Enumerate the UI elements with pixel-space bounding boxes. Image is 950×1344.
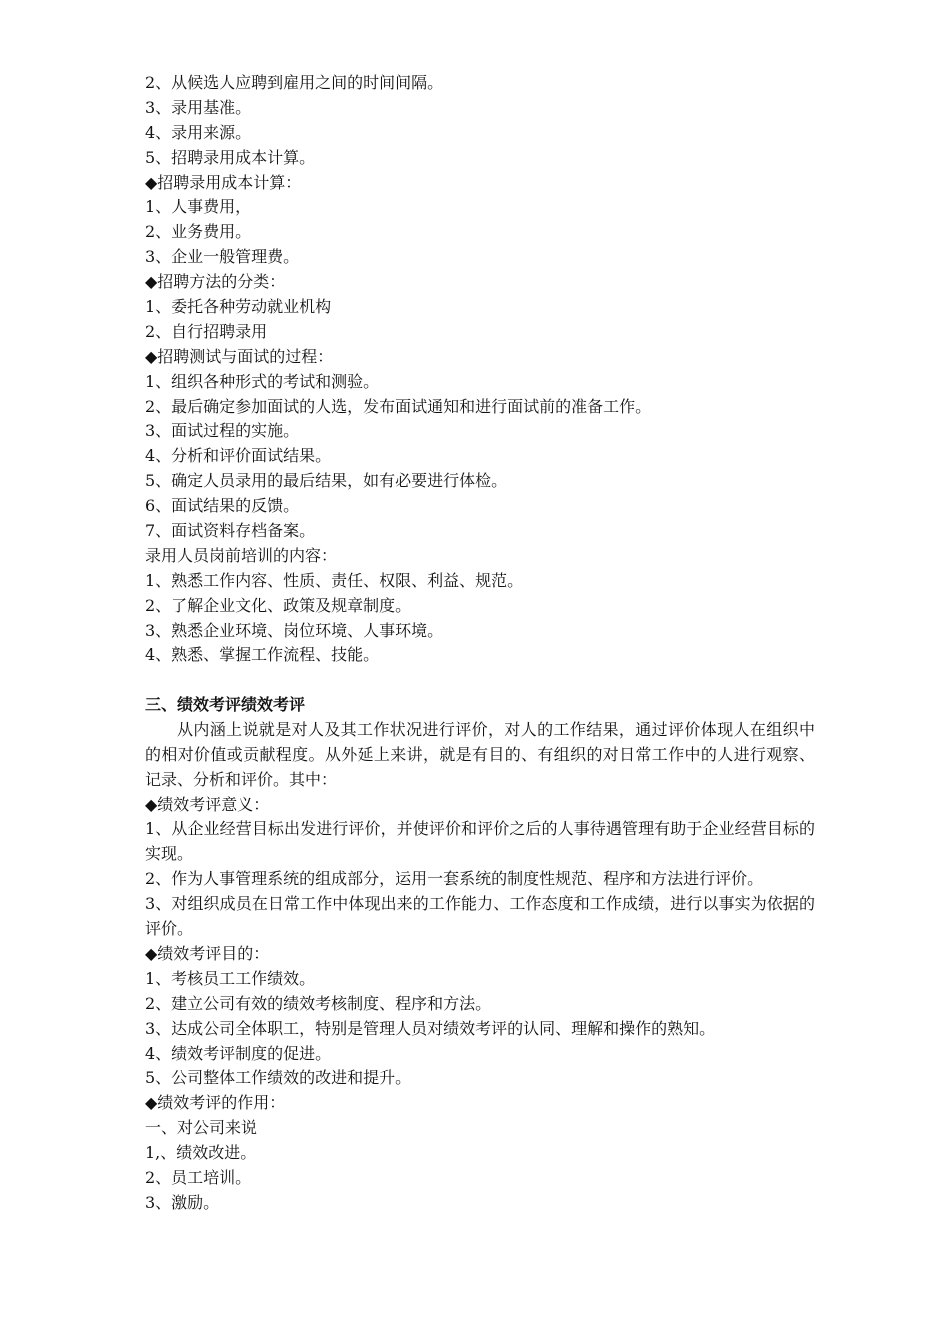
list-item: 3、面试过程的实施。 <box>145 421 300 441</box>
list-item: 3、达成公司全体职工，特别是管理人员对绩效考评的认同、理解和操作的熟知。 <box>145 1018 716 1038</box>
list-item: 3、熟悉企业环境、岗位环境、人事环境。 <box>145 620 444 640</box>
list-item: 5、公司整体工作绩效的改进和提升。 <box>145 1068 412 1088</box>
list-item: 1、人事费用， <box>145 197 252 217</box>
list-item: 2、最后确定参加面试的人选，发布面试通知和进行面试前的准备工作。 <box>145 396 652 416</box>
list-item: 2、从候选人应聘到雇用之间的时间间隔。 <box>145 73 444 92</box>
list-item: 2、作为人事管理系统的组成部分，运用一套系统的制度性规范、程序和方法进行评价。 <box>145 869 764 889</box>
subsection-title: ◆绩效考评目的： <box>145 944 270 963</box>
section-spacer <box>145 668 815 693</box>
list-item: 1、熟悉工作内容、性质、责任、权限、利益、规范。 <box>145 570 524 590</box>
subsection-title: ◆绩效考评的作用： <box>145 1093 286 1113</box>
list-item: 1、考核员工工作绩效。 <box>145 968 316 988</box>
list-item: 2、员工培训。 <box>145 1168 252 1188</box>
list-item: 4、熟悉、掌握工作流程、技能。 <box>145 645 380 665</box>
list-item: 2、了解企业文化、政策及规章制度。 <box>145 595 412 615</box>
list-item: 2、自行招聘录用 <box>145 321 268 341</box>
list-item: 1、从企业经营目标出发进行评价，并使评价和评价之后的人事待遇管理有助于企业经营目标的实现。 <box>145 819 815 864</box>
list-item: 2、业务费用。 <box>145 222 252 242</box>
list-item: 3、录用基准。 <box>145 97 252 117</box>
list-item: 4、绩效考评制度的促进。 <box>145 1043 332 1063</box>
subsection-title: ◆招聘方法的分类： <box>145 272 286 292</box>
list-item: 7、面试资料存档备案。 <box>145 521 316 541</box>
subsection-title: ◆招聘测试与面试的过程： <box>145 346 334 366</box>
document-page <box>145 71 815 1216</box>
subsection-title: ◆绩效考评意义： <box>145 794 270 814</box>
subsection-title: 录用人员岗前培训的内容： <box>145 545 338 565</box>
list-item: 4、录用来源。 <box>145 122 252 142</box>
section-heading: 三、绩效考评绩效考评 <box>145 694 306 714</box>
list-item: 1、委托各种劳动就业机构 <box>145 297 332 317</box>
list-item: 5、招聘录用成本计算。 <box>145 147 316 167</box>
list-item: 4、分析和评价面试结果。 <box>145 446 332 466</box>
list-item: 3、企业一般管理费。 <box>145 247 300 267</box>
subsection-title: ◆招聘录用成本计算： <box>145 172 302 192</box>
list-item: 2、建立公司有效的绩效考核制度、程序和方法。 <box>145 993 492 1013</box>
section-intro: 从内涵上说就是对人及其工作状况进行评价，对人的工作结果，通过评价体现人在组织中的相对价值或贡献程度。从外延上来讲，就是有目的、有组织的对日常工作中的人进行观察、记录、分析和评价。其中： <box>145 719 815 789</box>
list-item: 1、组织各种形式的考试和测验。 <box>145 371 380 391</box>
list-item: 6、面试结果的反馈。 <box>145 496 300 516</box>
list-item: 3、激励。 <box>145 1192 220 1212</box>
sub-heading: 一、对公司来说 <box>145 1118 258 1138</box>
list-item: 3、对组织成员在日常工作中体现出来的工作能力、工作态度和工作成绩，进行以事实为依据的评价。 <box>145 894 815 939</box>
list-item: 5、确定人员录用的最后结果，如有必要进行体检。 <box>145 471 508 491</box>
list-item: 1,、绩效改进。 <box>145 1143 257 1163</box>
